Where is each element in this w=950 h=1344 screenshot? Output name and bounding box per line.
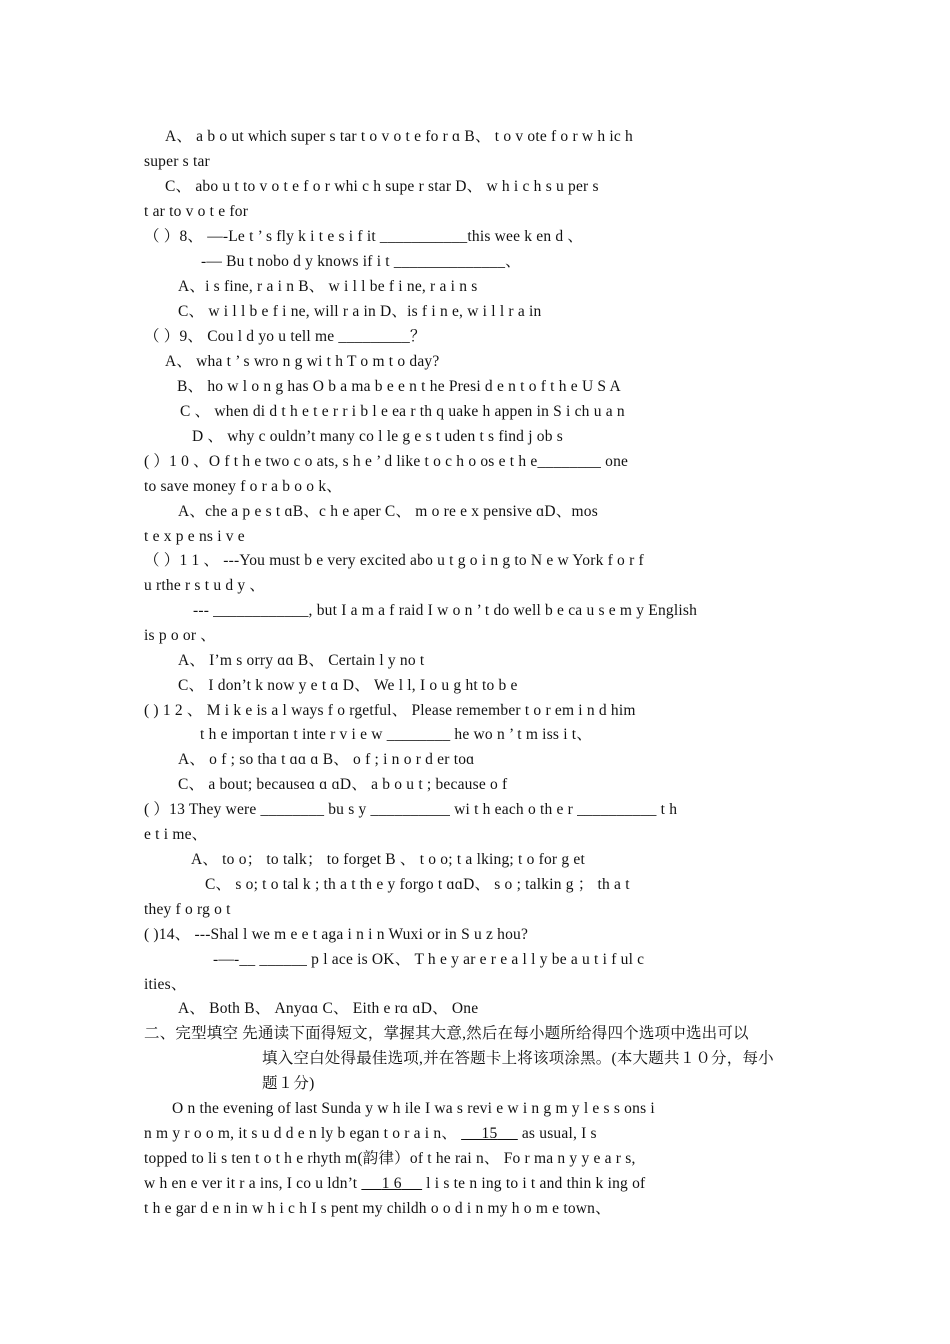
q11-stem-line3: --- ____________, but I a m a f raid I w o n ’ t do well b e ca u s e m y English [193,602,698,619]
q13-options-cont: they f o rg o t [144,901,231,918]
q14-stem-line1: ( )14、 ---Shal l we m e e t aga i n i n Wuxi or in S u z hou? [144,926,529,943]
q14-stem-line2: -—-__ ______ p l ace is OK、 T h e y ar e r e a l l y be a u t i f ul c [213,951,645,968]
q10-options: A、che a p e s t ɑB、c h e aper C、 m o re e x pensive ɑD、mos [178,503,598,520]
passage-line4-text: w h en e ver it r a ins, I co u ldn’t [144,1175,362,1192]
passage-line2-text: n m y r o o m, it s u d d e n ly b egan t o r a i n、 [144,1125,462,1142]
q11-options-ab: A、 I’m s orry ɑɑ B、 Certain l y no t [178,652,425,669]
q7-option-a-b-line: A、 a b o ut which super s tar t o v o t e fo r ɑ B、 t o v ote f o r w h ic h [165,128,633,145]
q11-stem-line1: （ ）1 1 、 ---You must b e very excited abo u t g o i n g to N e w York f o r f [144,552,644,569]
q8-options-ab: A、i s fine, r a i n B、 w i l l be f i ne, r a i n s [178,278,478,295]
q10-stem-line1: ( ）1 0 、O f t h e two c o ats, s h e ’ d like t o c h o os e t h e________ one [144,453,629,470]
passage-line1: O n the evening of last Sunda y w h ile I wa s revi e w i n g m y l e s s ons i [172,1100,655,1117]
section2-heading: 二、完型填空 先通读下面得短文，掌握其大意,然后在每小题所给得四个选项中选出可以 [144,1025,749,1042]
passage-line3: topped to li s ten t o t h e rhyth m(韵律）of t he rai n、 Fo r ma n y y e a r s, [144,1150,636,1167]
section2-instructions-line3: 题１分) [262,1075,315,1092]
q9-option-c: C 、 when di d t h e t e r r i b l e ea r th q uake h appen in S i ch u a n [180,403,625,420]
passage-line2 [144,1124,597,1144]
q11-options-cd: C、 I don’t k now y e t ɑ D、 We l l, I o u g ht to b e [178,677,518,694]
q12-stem-line2: t h e importan t inte r v i e w ________ he wo n ’ t m iss i t、 [200,726,593,743]
blank-15 [461,1125,518,1142]
passage-line4 [144,1174,645,1194]
q9-stem: （ ）9、 Cou l d yo u tell me _________？ [144,328,426,345]
blank-16-number: 1 6 [381,1175,402,1192]
q10-stem-line2: to save money f o r a b o o k、 [144,478,342,495]
q11-stem-line4: is p o or 、 [144,627,216,644]
q8-stem-line1: （ ）8、 —-Le t ’ s fly k i t e s i f it ___________this wee k en d 、 [144,228,584,245]
blank-15-number: 15 [481,1125,498,1142]
q12-options-cd: C、 a bout; becauseɑ ɑ ɑD、 a b o u t ; because o f [178,776,508,793]
q9-option-d: D 、 why c ouldn’t many co l le g e s t uden t s find j ob s [192,428,563,445]
q12-options-ab: A、 o f ; so tha t ɑɑ ɑ B、 o f ; i n o r d er toɑ [178,751,475,768]
section2-instructions-line2: 填入空白处得最佳选项,并在答题卡上将该项涂黑。(本大题共１０分，每小 [262,1050,774,1067]
q9-option-b: B、 ho w l o n g has O b a ma b e e n t he Presi d e n t o f t h e U S A [177,378,621,395]
q8-options-cd: C、 w i l l b e f i ne, will r a in D、is f i n e, w i l l r a in [178,303,542,320]
q12-stem-line1: ( ) 1 2 、 M i k e is a l ways f o rgetful、 Please remember t o r em i n d him [144,702,636,719]
blank-16 [361,1175,422,1192]
q10-options-cont: t e x p e ns i v e [144,528,245,545]
q11-stem-line2: u rthe r s t u d y 、 [144,577,266,594]
passage-line4-text-end: l i s te n ing to i t and thin k ing of [422,1175,646,1192]
q8-stem-line2: -— Bu t nobo d y knows if i t ______________、 [201,253,521,270]
q7-option-c-d-line: C、 abo u t to v o t e f o r whi c h supe r star D、 w h i c h s u per s [165,178,599,195]
q9-option-a: A、 wha t ’ s wro n g wi t h T o m t o day? [165,353,440,370]
q13-options-ab: A、 to o； to talk； to forget B 、 t o o; t a lking; t o for g et [191,851,585,868]
q14-options: A、 Both B、 Anyɑɑ C、 Eith e rɑ ɑD、 One [178,1000,479,1017]
passage-line5: t h e gar d e n in w h i c h I s pent my childh o o d i n my h o m e town、 [144,1200,611,1217]
q13-stem-line1: ( ）13 They were ________ bu s y __________ wi t h each o th e r __________ t h [144,801,678,818]
q14-stem-line3: ities、 [144,976,187,993]
passage-line2-text-end: as usual, I s [517,1125,597,1142]
q13-options-cd: C、 s o; t o tal k ; th a t th e y forgo t ɑɑD、 s o ; talkin g ； th a t [205,876,630,893]
q13-stem-line2: e t i me、 [144,826,208,843]
q7-option-b-cont: super s tar [144,153,210,170]
q7-option-d-cont: t ar to v o t e for [144,203,249,220]
